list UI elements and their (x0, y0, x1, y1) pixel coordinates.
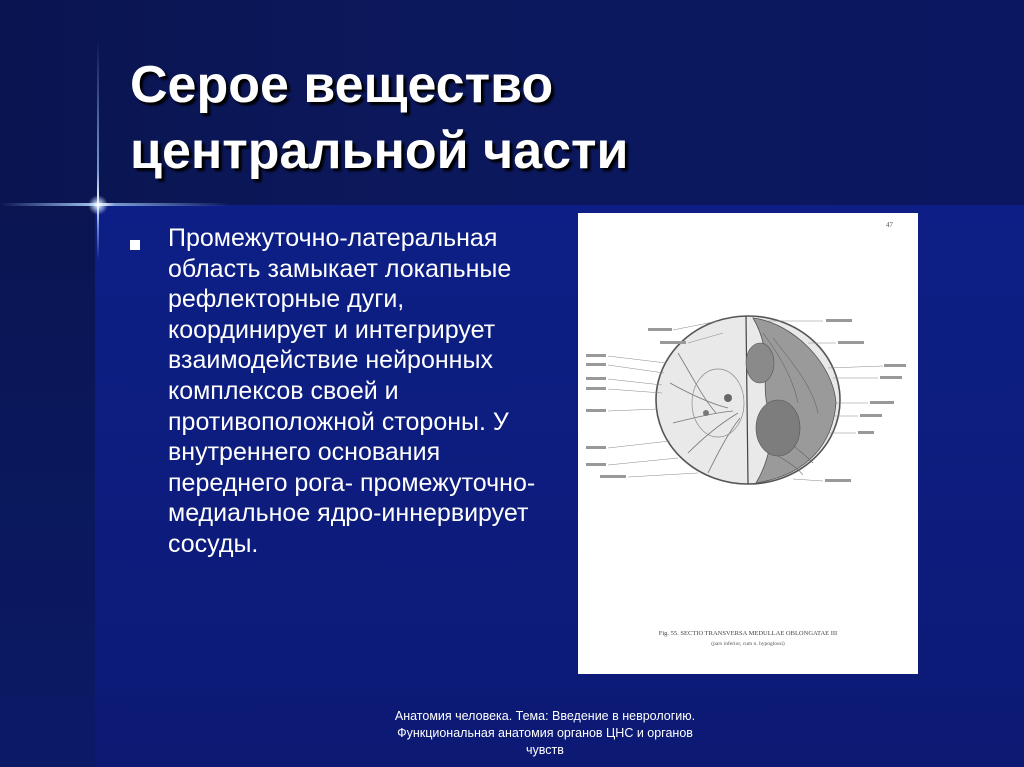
light-flare-horizontal (0, 203, 230, 206)
anatomy-figure (578, 213, 918, 674)
bullet-square (130, 240, 140, 250)
figure-caption-line-1: Fig. 55. SECTIO TRANSVERSA MEDULLAE OBLONGATAE III (658, 630, 838, 637)
bullet-text: Промежуточно-латеральная область замыкает локапьные рефлекторные дуги, координирует и интегрирует взаимодействие нейронных комплексов своей и противоположной стороны. У внутреннего основания переднего рога- промежуточно-медиальное ядро-иннервирует сосуды. (168, 224, 536, 558)
spinal-cord-section-image (578, 213, 918, 674)
light-flare-center (88, 195, 108, 215)
light-flare-vertical (97, 40, 99, 260)
left-band (0, 205, 95, 767)
title-line-1: Серое вещество (130, 56, 554, 114)
slide-footer: Анатомия человека. Тема: Введение в неврологию. Функциональная анатомия органов ЦНС и органов чувств (394, 709, 696, 757)
figure-caption-line-2: (pars inferior, cum n. hypoglossi) (711, 641, 785, 647)
title-line-2: центральной части (130, 122, 629, 180)
figure-page-number: 47 (886, 221, 893, 229)
slide-title (130, 52, 830, 184)
